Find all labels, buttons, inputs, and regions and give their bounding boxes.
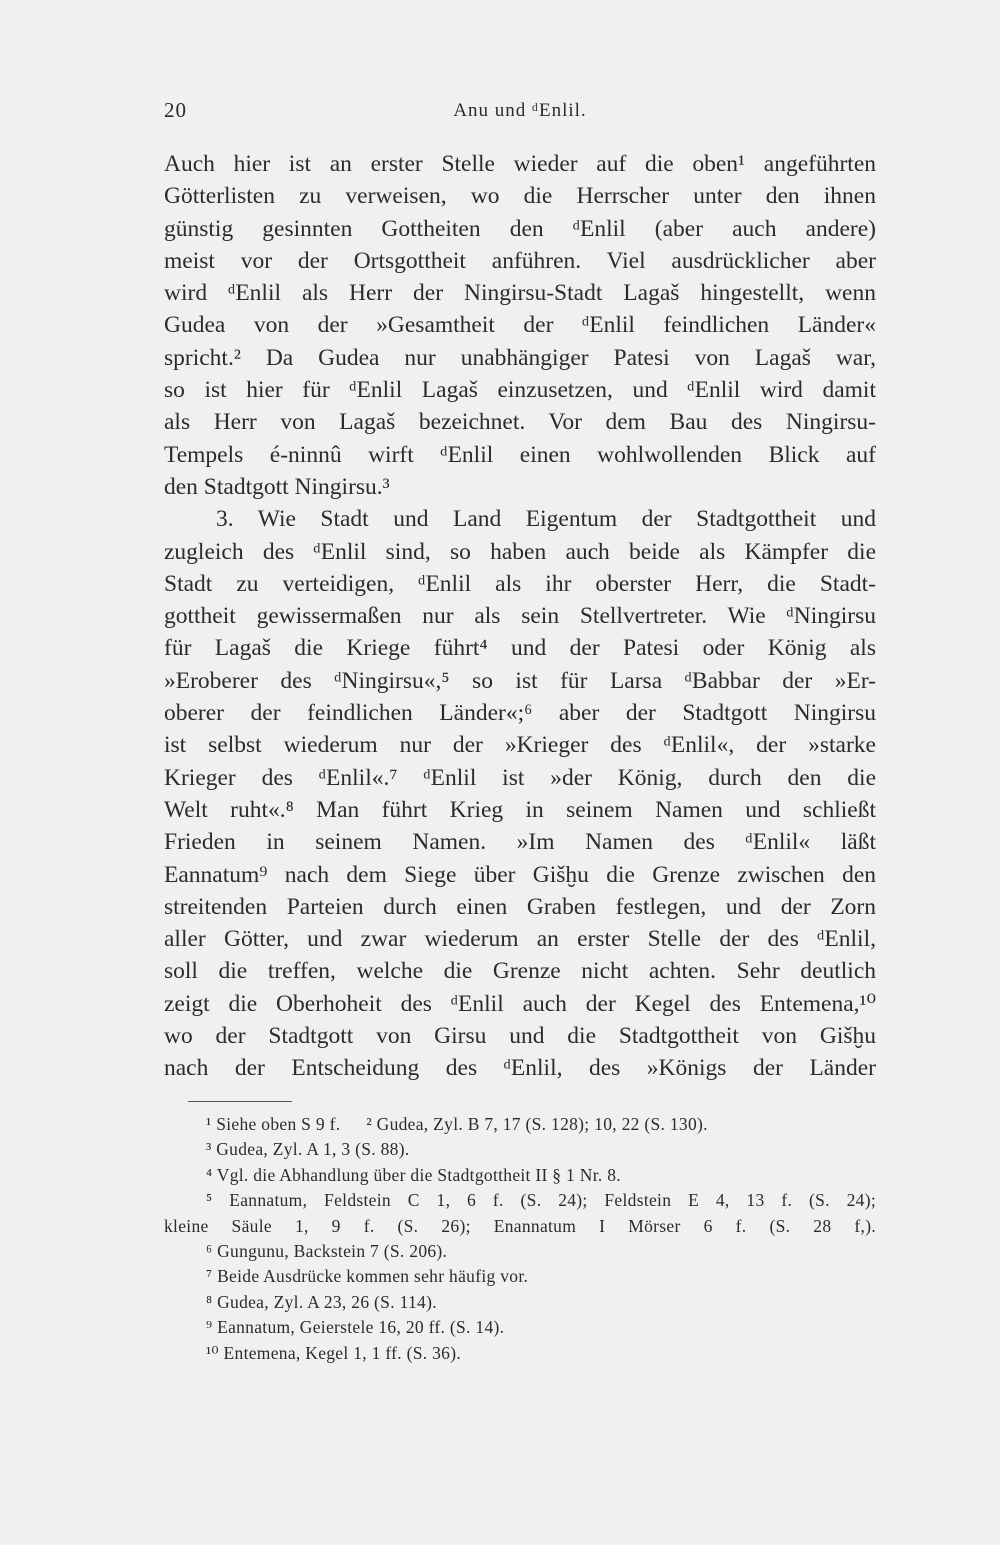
body-line: Tempels é-ninnû wirft ᵈEnlil einen wohlwollenden Blick auf (164, 441, 876, 468)
footnote-9: ⁹ Eannatum, Geierstele 16, 20 ff. (S. 14). (206, 1317, 505, 1338)
page-number: 20 (164, 98, 187, 122)
body-line: Eannatum⁹ nach dem Siege über Gišḫu die Grenze zwischen den (164, 861, 876, 888)
body-line: spricht.² Da Gudea nur unabhängiger Patesi von Lagaš war, (164, 344, 876, 371)
body-line: 3. Wie Stadt und Land Eigentum der Stadtgottheit und (216, 506, 876, 533)
footnote-10: ¹⁰ Entemena, Kegel 1, 1 ff. (S. 36). (206, 1342, 462, 1363)
footnotes (164, 1112, 876, 1366)
body-line: wird ᵈEnlil als Herr der Ningirsu-Stadt Lagaš hingestellt, wenn (164, 280, 876, 307)
body-line: zeigt die Oberhoheit des ᵈEnlil auch der Kegel des Entemena,¹⁰ (164, 990, 876, 1017)
body-line: Frieden in seinem Namen. »Im Namen des ᵈEnlil« läßt (164, 829, 876, 856)
footnote-1: ¹ Siehe oben S 9 f. (206, 1114, 341, 1134)
body-line: »Eroberer des ᵈNingirsu«,⁵ so ist für Larsa ᵈBabbar der »Er- (164, 667, 876, 694)
body-line: ist selbst wiederum nur der »Krieger des ᵈEnlil«, der »starke (164, 732, 876, 759)
footnote-separator (188, 1101, 292, 1102)
body-line: Auch hier ist an erster Stelle wieder auf die oben¹ angeführten (164, 151, 876, 177)
body-line: so ist hier für ᵈEnlil Lagaš einzusetzen, und ᵈEnlil wird damit (164, 377, 876, 404)
body-line: Stadt zu verteidigen, ᵈEnlil als ihr oberster Herr, die Stadt- (164, 570, 876, 597)
footnote-5-continued: kleine Säule 1, 9 f. (S. 26); Enannatum I Mörser 6 f. (S. 28 f,). (164, 1215, 876, 1236)
footnote-8: ⁸ Gudea, Zyl. A 23, 26 (S. 114). (206, 1291, 437, 1312)
body-line: Götterlisten zu verweisen, wo die Herrscher unter den ihnen (164, 183, 876, 210)
body-line: günstig gesinnten Gottheiten den ᵈEnlil (aber auch andere) (164, 215, 876, 242)
body-text (164, 148, 876, 1085)
footnote-row (164, 1112, 876, 1137)
footnote-4: ⁴ Vgl. die Abhandlung über die Stadtgottheit II § 1 Nr. 8. (206, 1164, 621, 1185)
body-line: den Stadtgott Ningirsu.³ (164, 473, 390, 500)
body-line: Krieger des ᵈEnlil«.⁷ ᵈEnlil ist »der König, durch den die (164, 764, 876, 791)
body-line: meist vor der Ortsgottheit anführen. Viel ausdrücklicher aber (164, 247, 876, 274)
running-head: Anu und ᵈEnlil. (453, 100, 587, 121)
body-line: oberer der feindlichen Länder«;⁶ aber der Stadtgott Ningirsu (164, 700, 876, 727)
body-line: aller Götter, und zwar wiederum an erster Stelle der des ᵈEnlil, (164, 926, 876, 953)
body-line: für Lagaš die Kriege führt⁴ und der Patesi oder König als (164, 635, 876, 662)
body-line: Gudea von der »Gesamtheit der ᵈEnlil feindlichen Länder« (164, 312, 876, 339)
body-line: soll die treffen, welche die Grenze nicht achten. Sehr deutlich (164, 958, 876, 985)
body-line: streitenden Parteien durch einen Graben festlegen, und der Zorn (164, 893, 876, 920)
body-line: zugleich des ᵈEnlil sind, so haben auch beide als Kämpfer die (164, 538, 876, 565)
body-line: wo der Stadtgott von Girsu und die Stadtgottheit von Gišḫu (164, 1023, 876, 1050)
page-header (164, 98, 876, 128)
body-line: nach der Entscheidung des ᵈEnlil, des »Königs der Länder (164, 1055, 876, 1082)
body-line: gottheit gewissermaßen nur als sein Stellvertreter. Wie ᵈNingirsu (164, 603, 876, 630)
body-line: als Herr von Lagaš bezeichnet. Vor dem Bau des Ningirsu- (164, 409, 876, 436)
footnote-2: ² Gudea, Zyl. B 7, 17 (S. 128); 10, 22 (S. 130). (366, 1114, 708, 1134)
body-line: Welt ruht«.⁸ Man führt Krieg in seinem Namen und schließt (164, 796, 876, 823)
footnote-5: ⁵ Eannatum, Feldstein C 1, 6 f. (S. 24); Feldstein E 4, 13 f. (S. 24); (206, 1190, 876, 1211)
footnote-3: ³ Gudea, Zyl. A 1, 3 (S. 88). (206, 1139, 410, 1160)
footnote-7: ⁷ Beide Ausdrücke kommen sehr häufig vor. (206, 1266, 529, 1287)
footnote-6: ⁶ Gungunu, Backstein 7 (S. 206). (206, 1241, 448, 1262)
